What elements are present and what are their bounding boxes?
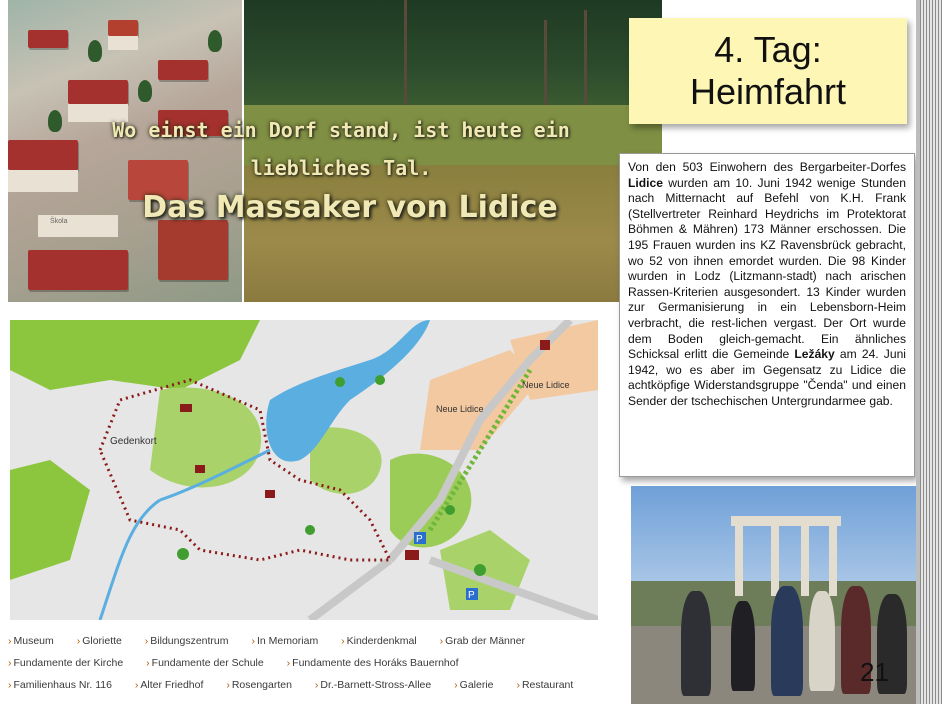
legend-item[interactable]: › Grab der Männer (439, 635, 526, 647)
map-label-neue-lidice-1: Neue Lidice (436, 404, 484, 414)
legend-item[interactable]: › Fundamente des Horáks Bauernhof (286, 657, 459, 669)
info-paragraph (620, 154, 914, 410)
legend-item[interactable]: › Gloriette (76, 635, 122, 647)
day-title-card (629, 18, 907, 124)
legend-item[interactable]: › Museum (8, 635, 54, 647)
legend-item[interactable]: › Bildungszentrum (144, 635, 229, 647)
info-text-2: wurden am 10. Juni 1942 wenige Stunden nach Mitternacht auf Befehl von K.H. Frank (Stellvertreter Reinhard Heydrichs im Protektorat Böhmen & Mähren) 173 Männer erschossen. Die 195 Frauen wurden ins KZ Ravensbrück gebracht, wo 52 von ihnen emordet wurden. Die 98 Kinder wurden in Lodz (Litzmann-stadt) nach arischen Rassen-Kriterien ausgesondert. 13 Kinder wurden zur Germanisierung in ein Lebensborn-Heim verbracht, die rest-lichen vergast. Der Ort wurde dem Boden gleich-gemacht. Ein ähnliches Schicksal erlitt die Gemeinde (628, 175, 906, 362)
map-legend (8, 630, 608, 696)
legend-item[interactable]: › Rosengarten (226, 679, 292, 691)
spiral-binding (920, 0, 942, 704)
parking-icon-2: P (468, 590, 475, 601)
legend-item[interactable]: › Kinderdenkmal (341, 635, 417, 647)
page-number: 21 (860, 657, 889, 687)
map-graphic (10, 320, 598, 620)
info-textbox (619, 153, 915, 477)
map-label-gedenkort: Gedenkort (110, 436, 157, 447)
legend-row-2 (8, 652, 608, 674)
day-heading: Heimfahrt (689, 71, 847, 112)
model-label: Škola (50, 218, 68, 225)
parking-icon-1: P (416, 534, 423, 545)
site-map (10, 320, 598, 620)
legend-row-3 (8, 674, 608, 696)
legend-row-1 (8, 630, 608, 652)
legend-item[interactable]: › Fundamente der Schule (146, 657, 264, 669)
legend-item[interactable]: › In Memoriam (251, 635, 319, 647)
map-label-neue-lidice-2: Neue Lidice (522, 380, 570, 390)
page-title: Das Massaker von Lidice (142, 190, 558, 225)
legend-item[interactable]: › Alter Friedhof (134, 679, 204, 691)
legend-item[interactable]: › Familienhaus Nr. 116 (8, 679, 112, 691)
info-text-3: am 24. Juni 1942, wo es aber im Gegensatz zu Lidice die achtköpfige Widerstandsgruppe "Čenda" und einen Sender der tschechischen Untergrundarmee gab. (628, 347, 906, 408)
subtitle: Wo einst ein Dorf stand, ist heute ein liebliches Tal. (112, 118, 570, 180)
legend-item[interactable]: › Dr.-Barnett-Stross-Allee (314, 679, 432, 691)
info-bold-lezaky: Ležáky (794, 347, 835, 362)
legend-item[interactable]: › Galerie (454, 679, 494, 691)
info-text-1: Von den 503 Einwohern des Bergarbeiter-Dorfes (628, 160, 906, 174)
legend-item[interactable]: › Restaurant (516, 679, 574, 691)
info-bold-lidice: Lidice (628, 175, 663, 190)
legend-item[interactable]: › Fundamente der Kirche (8, 657, 124, 669)
day-label: 4. Tag: (714, 29, 822, 70)
